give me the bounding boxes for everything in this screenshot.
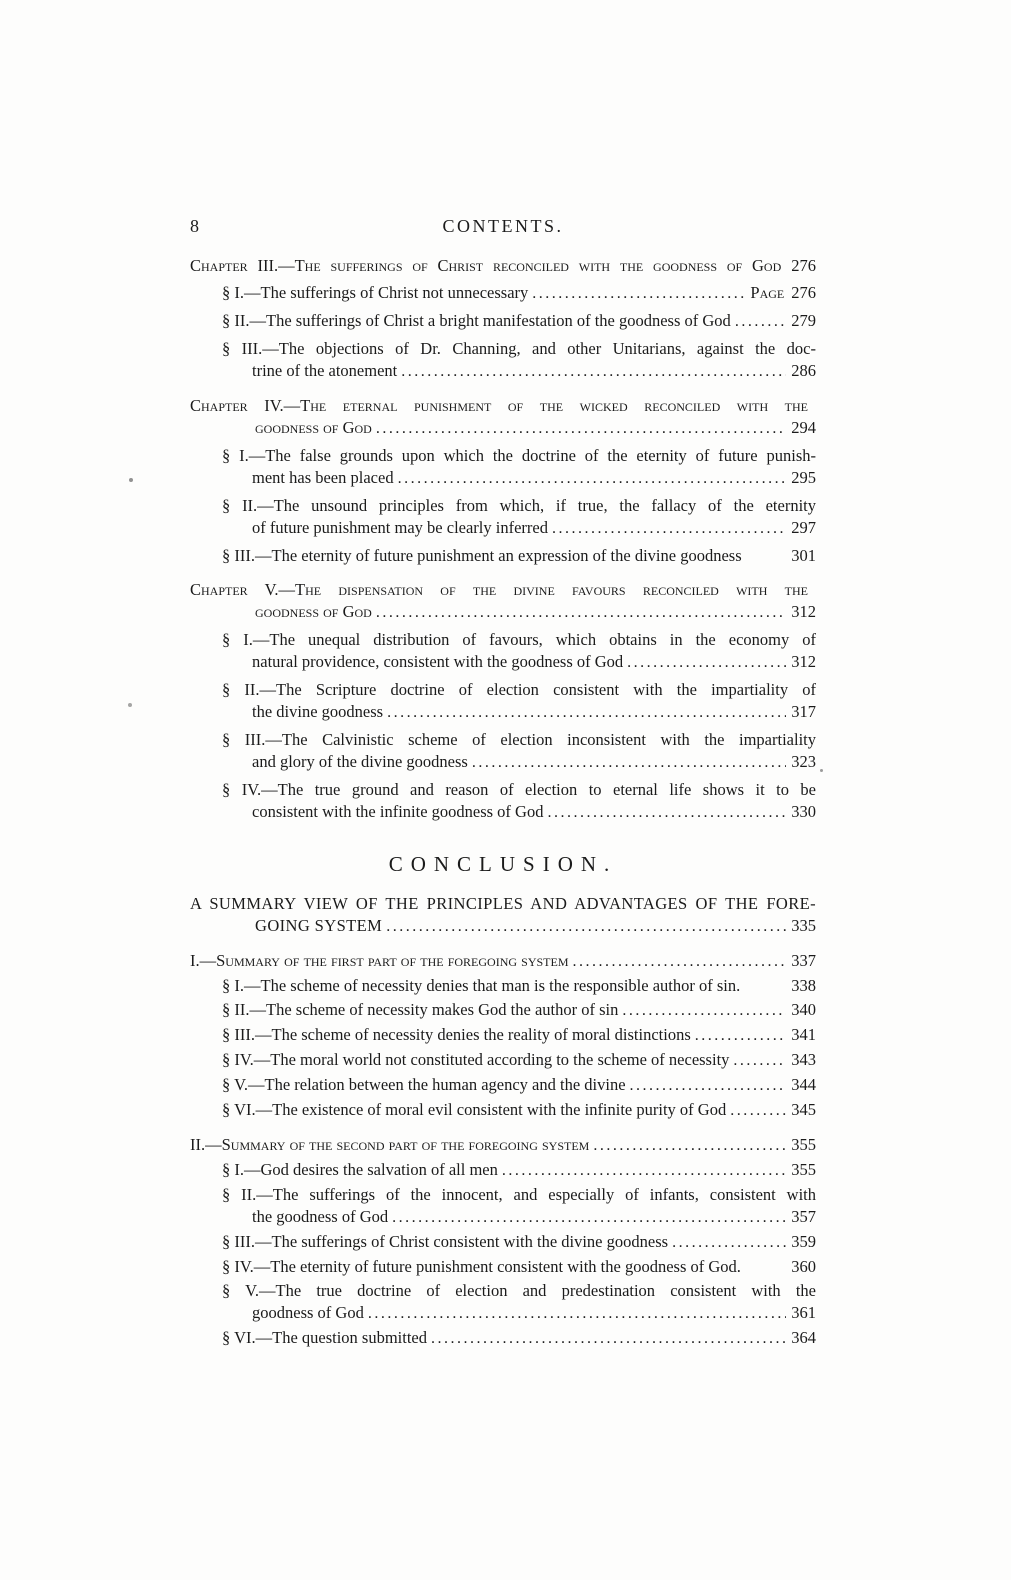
entry-text: ment has been placed [252,468,394,487]
toc-entry [190,1159,816,1182]
entry-text: § IV.—The true ground and reason of election to eternal life shows it to be [222,780,816,799]
entry-text: § VI.—The existence of moral evil consistent with the infinite purity of God [222,1100,727,1119]
entry-text: § I.—The scheme of necessity denies that man is the responsible author of sin. [222,976,741,995]
entry-text: § VI.—The question submitted [222,1328,428,1347]
toc-entry-continuation [190,651,816,674]
dot-leader [622,999,786,1022]
toc-entry-continuation [190,915,816,938]
toc-entry [190,1184,816,1206]
entry-text: § IV.—The eternity of future punishment consistent with the goodness of God. [222,1257,741,1276]
chapter-heading [190,255,816,277]
dot-leader [398,467,787,490]
conclusion-heading: CONCLUSION. [388,852,618,876]
dot-leader [387,701,786,724]
dot-leader [376,601,786,624]
toc-entry [190,1231,816,1254]
scan-speck [128,703,132,707]
chapter-heading-text: Chapter IV.—The eternal punishment of the wicked reconciled with the [190,396,808,415]
toc-entry [190,495,816,517]
toc-entry [190,1024,816,1047]
running-head: CONTENTS. [442,216,564,236]
summary-heading [190,950,816,973]
toc-entry [190,445,816,467]
page-ref: 276 [791,256,816,275]
toc-entry-continuation [190,360,816,383]
entry-text: § V.—The true doctrine of election and predestination consistent with the [222,1281,816,1300]
entry-text: § III.—The sufferings of Christ consistent with the divine goodness [222,1232,669,1251]
page-ref: 276 [791,283,816,302]
entry-text: § III.—The Calvinistic scheme of election inconsistent with the impartiality [222,730,816,749]
dot-leader [547,801,786,824]
entry-text: goodness of God [252,1303,364,1322]
toc-entry [190,629,816,651]
page-ref: 317 [791,702,816,721]
page-header [190,216,816,237]
toc-entry [190,1074,816,1097]
toc-entry-continuation [190,1206,816,1229]
dot-leader [627,651,786,674]
entry-text: the divine goodness [252,702,384,721]
page-ref: 337 [791,951,816,970]
page-ref: 340 [791,1000,816,1019]
dot-leader [472,751,786,774]
toc-entry [190,679,816,701]
entry-text: § V.—The relation between the human agency and the divine [222,1075,626,1094]
contents-page [190,216,816,1350]
page-ref: 279 [791,311,816,330]
toc-entry [190,779,816,801]
chapter-heading-text: goodness of God [255,418,372,437]
page-ref: 330 [791,802,816,821]
entry-text: consistent with the infinite goodness of God [252,802,544,821]
dot-leader [386,915,786,938]
entry-text: of future punishment may be clearly inferred [252,518,548,537]
summary-heading [190,1134,816,1157]
page-ref: 335 [791,916,816,935]
entry-text: the goodness of God [252,1207,389,1226]
dot-leader [376,417,786,440]
dot-leader [695,1024,787,1047]
entry-text: § I.—God desires the salvation of all men [222,1160,498,1179]
page-ref: 355 [791,1135,816,1154]
page-ref: 343 [791,1050,816,1069]
toc-entry [190,999,816,1022]
toc-entry-continuation [190,467,816,490]
page-ref: 312 [791,652,816,671]
entry-text: § II.—The scheme of necessity makes God the author of sin [222,1000,619,1019]
toc-entry [190,1280,816,1302]
page-ref: 360 [791,1257,816,1276]
entry-text: § IV.—The moral world not constituted according to the scheme of necessity [222,1050,730,1069]
page-ref: 338 [791,976,816,995]
entry-text: trine of the atonement [252,361,398,380]
entry-text: natural providence, consistent with the goodness of God [252,652,624,671]
chapter-heading [190,395,816,417]
page-ref: 312 [791,602,816,621]
page-ref: 359 [791,1232,816,1251]
summary-heading-text: II.—Summary of the second part of the foregoing system [190,1135,590,1154]
chapter-v-section [190,579,816,824]
chapter-heading-continuation [190,417,816,440]
dot-leader [401,360,786,383]
toc-entry [190,282,816,305]
chapter-heading-text: Chapter III.—The sufferings of Christ reconciled with the goodness of God [190,256,782,275]
entry-text: § III.—The scheme of necessity denies the reality of moral distinctions [222,1025,691,1044]
dot-leader [552,517,786,540]
scan-speck [820,769,823,772]
toc-entry [190,893,816,915]
chapter-iii-section [190,255,816,383]
entry-text: § II.—The sufferings of Christ a bright manifestation of the goodness of God [222,311,731,330]
page-ref: 364 [791,1328,816,1347]
dot-leader [532,282,747,305]
dot-leader [502,1159,786,1182]
toc-entry [190,1256,816,1278]
dot-leader [392,1206,786,1229]
page-ref: 357 [791,1207,816,1226]
page-ref: 297 [791,518,816,537]
page-ref: 295 [791,468,816,487]
dot-leader [431,1327,786,1350]
page-ref: 286 [791,361,816,380]
toc-entry [190,1049,816,1072]
entry-text: § II.—The unsound principles from which, if true, the fallacy of the eternity [222,496,816,515]
page-ref: 355 [791,1160,816,1179]
dot-leader [593,1134,786,1157]
entry-text: § I.—The unequal distribution of favours, which obtains in the economy of [222,630,816,649]
dot-leader [672,1231,786,1254]
chapter-iv-section [190,395,816,567]
dot-leader [630,1074,787,1097]
entry-text: § III.—The eternity of future punishment an expression of the divine goodness [222,546,742,565]
toc-entry [190,975,816,997]
summary-first-part-section [190,950,816,1122]
page-ref: 361 [791,1303,816,1322]
entry-text: and glory of the divine goodness [252,752,468,771]
page-ref: 345 [791,1100,816,1119]
toc-entry [190,338,816,360]
chapter-heading-text: Chapter V.—The dispensation of the divine favours reconciled with the [190,580,808,599]
chapter-heading-continuation [190,601,816,624]
dot-leader [573,950,787,973]
page-ref: 294 [791,418,816,437]
toc-entry [190,1099,816,1122]
toc-entry-continuation [190,517,816,540]
toc-entry-continuation [190,751,816,774]
summary-heading-text: I.—Summary of the first part of the foregoing system [190,951,569,970]
entry-text: GOING SYSTEM [255,916,383,935]
chapter-heading-text: goodness of God [255,602,372,621]
toc-entry [190,1327,816,1350]
entry-text: § III.—The objections of Dr. Channing, and other Unitarians, against the doc- [222,339,816,358]
toc-entry [190,729,816,751]
toc-entry [190,545,816,567]
dot-leader [730,1099,786,1122]
toc-entry [190,310,816,333]
page-ref: 341 [791,1025,816,1044]
page-ref: 344 [791,1075,816,1094]
page-word: Page [750,283,785,302]
dot-leader [733,1049,786,1072]
page-number: 8 [190,216,199,236]
summary-view-section [190,893,816,938]
entry-text: § I.—The sufferings of Christ not unnecessary [222,283,529,302]
entry-text: A SUMMARY VIEW OF THE PRINCIPLES AND ADVANTAGES OF THE FORE- [190,894,816,913]
dot-leader [735,310,786,333]
scan-speck [129,478,133,482]
page-ref: 301 [791,546,816,565]
entry-text: § II.—The sufferings of the innocent, and especially of infants, consistent with [222,1185,816,1204]
summary-second-part-section [190,1134,816,1350]
chapter-heading [190,579,816,601]
page-ref: 323 [791,752,816,771]
entry-text: § I.—The false grounds upon which the doctrine of the eternity of future punish- [222,446,816,465]
toc-entry-continuation [190,1302,816,1325]
toc-entry-continuation [190,801,816,824]
toc-entry-continuation [190,701,816,724]
entry-text: § II.—The Scripture doctrine of election consistent with the impartiality of [222,680,816,699]
dot-leader [368,1302,786,1325]
